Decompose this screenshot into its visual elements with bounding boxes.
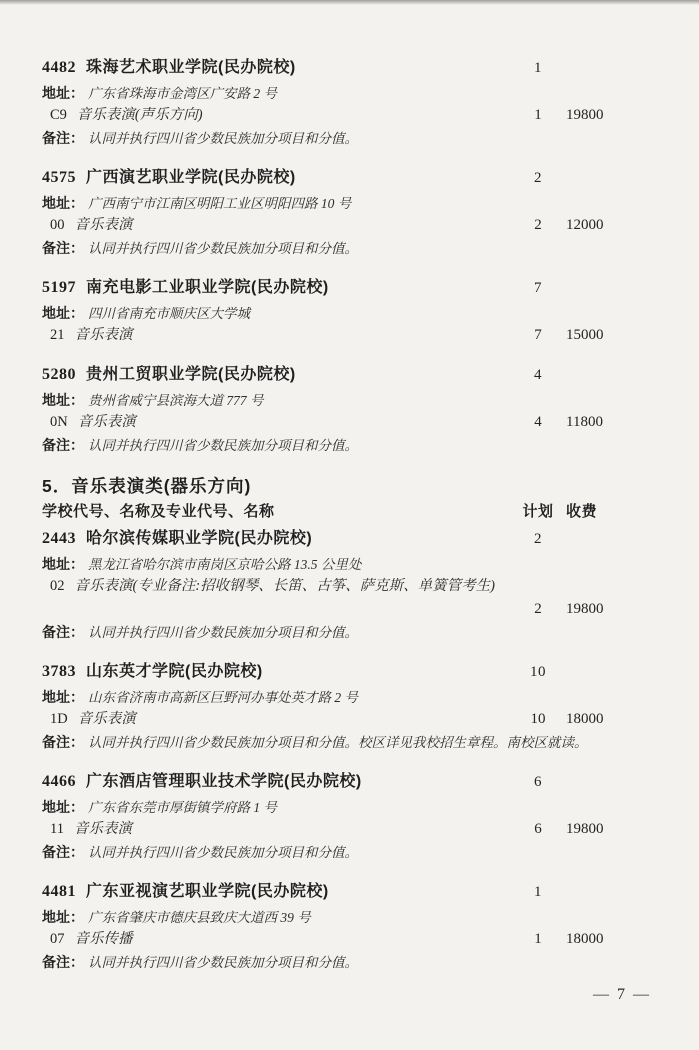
school-code: 5280	[42, 366, 76, 383]
major-code: 07	[50, 931, 65, 947]
major-plan: 6	[534, 821, 542, 837]
school-address: 山东省济南市高新区巨野河办事处英才路 2 号	[88, 690, 358, 705]
school-plan-total: 4	[534, 367, 542, 383]
section-header	[42, 475, 671, 521]
remark-label: 备注：	[42, 624, 84, 640]
school-plan-total: 7	[534, 280, 542, 296]
address-label: 地址：	[42, 195, 84, 211]
major-name: 音乐表演	[77, 414, 136, 430]
school-block	[42, 278, 671, 345]
major-fee: 15000	[566, 327, 604, 343]
major-plan: 1	[534, 107, 542, 123]
school-plan-total: 1	[534, 884, 542, 900]
column-header-plan: 计划	[522, 503, 554, 520]
address-label: 地址：	[42, 689, 84, 705]
major-fee: 19800	[566, 601, 604, 617]
major-name: 音乐表演	[74, 327, 133, 343]
major-fee: 19800	[566, 107, 604, 123]
major-fee: 18000	[566, 931, 604, 947]
major-plan: 7	[534, 327, 542, 343]
school-block	[42, 882, 671, 972]
major-fee: 11800	[566, 414, 603, 430]
school-name: 珠海艺术职业学院(民办院校)	[86, 59, 296, 76]
major-name: 音乐传播	[74, 931, 133, 947]
school-block	[42, 365, 671, 455]
address-label: 地址：	[42, 799, 84, 815]
school-name: 哈尔滨传媒职业学院(民办院校)	[86, 530, 313, 547]
school-code: 4466	[42, 773, 76, 790]
school-block	[42, 168, 671, 258]
section-title: 5．音乐表演类(器乐方向)	[42, 476, 252, 496]
school-address: 贵州省威宁县滨海大道 777 号	[88, 393, 264, 408]
school-address: 广东省肇庆市德庆县致庆大道西 39 号	[88, 910, 311, 925]
school-block	[42, 529, 671, 642]
page-number: — 7 —	[593, 986, 651, 1003]
address-label: 地址：	[42, 392, 84, 408]
school-code: 4575	[42, 169, 76, 186]
major-name: 音乐表演	[73, 821, 132, 837]
address-label: 地址：	[42, 909, 84, 925]
school-block	[42, 662, 671, 752]
major-fee: 18000	[566, 711, 604, 727]
major-plan: 2	[534, 601, 542, 617]
major-fee: 12000	[566, 217, 604, 233]
school-address: 广东省东莞市厚街镇学府路 1 号	[88, 800, 277, 815]
major-name: 音乐表演(专业备注:招收钢琴、长笛、古筝、萨克斯、单簧管考生)	[74, 578, 495, 594]
major-code: 11	[50, 821, 64, 837]
school-plan-total: 10	[530, 664, 546, 680]
school-name: 南充电影工业职业学院(民办院校)	[86, 279, 329, 296]
school-remark: 认同并执行四川省少数民族加分项目和分值。	[88, 845, 358, 860]
school-code: 4481	[42, 883, 76, 900]
school-block	[42, 58, 671, 148]
school-plan-total: 1	[534, 60, 542, 76]
remark-label: 备注：	[42, 734, 84, 750]
school-code: 3783	[42, 663, 76, 680]
school-name: 山东英才学院(民办院校)	[86, 663, 263, 680]
column-header-fee: 收费	[566, 503, 598, 520]
school-address: 四川省南充市顺庆区大学城	[88, 306, 250, 321]
school-plan-total: 2	[534, 531, 542, 547]
major-plan: 4	[534, 414, 542, 430]
major-name: 音乐表演	[77, 711, 136, 727]
school-code: 4482	[42, 59, 76, 76]
school-plan-total: 2	[534, 170, 542, 186]
major-fee: 19800	[566, 821, 604, 837]
major-code: 1D	[50, 711, 68, 727]
school-name: 贵州工贸职业学院(民办院校)	[86, 366, 296, 383]
school-code: 2443	[42, 530, 76, 547]
major-name: 音乐表演	[74, 217, 133, 233]
school-plan-total: 6	[534, 774, 542, 790]
school-address: 广东省珠海市金湾区广安路 2 号	[88, 86, 277, 101]
school-remark: 认同并执行四川省少数民族加分项目和分值。	[88, 241, 358, 256]
address-label: 地址：	[42, 305, 84, 321]
school-remark: 认同并执行四川省少数民族加分项目和分值。	[88, 955, 358, 970]
school-remark: 认同并执行四川省少数民族加分项目和分值。校区详见我校招生章程。南校区就读。	[88, 735, 588, 750]
school-code: 5197	[42, 279, 76, 296]
major-code: 21	[50, 327, 65, 343]
remark-label: 备注：	[42, 954, 84, 970]
major-code: 0N	[50, 414, 68, 430]
school-name: 广东亚视演艺职业学院(民办院校)	[86, 883, 329, 900]
major-plan: 2	[534, 217, 542, 233]
school-remark: 认同并执行四川省少数民族加分项目和分值。	[88, 625, 358, 640]
school-remark: 认同并执行四川省少数民族加分项目和分值。	[88, 438, 358, 453]
major-name: 音乐表演(声乐方向)	[76, 107, 203, 123]
remark-label: 备注：	[42, 240, 84, 256]
major-code: C9	[50, 107, 67, 123]
address-label: 地址：	[42, 85, 84, 101]
school-name: 广东酒店管理职业技术学院(民办院校)	[86, 773, 362, 790]
school-remark: 认同并执行四川省少数民族加分项目和分值。	[88, 131, 358, 146]
address-label: 地址：	[42, 556, 84, 572]
columns-header-left: 学校代号、名称及专业代号、名称	[42, 503, 275, 520]
school-name: 广西演艺职业学院(民办院校)	[86, 169, 296, 186]
major-plan: 10	[530, 711, 546, 727]
major-code: 00	[50, 217, 65, 233]
remark-label: 备注：	[42, 844, 84, 860]
remark-label: 备注：	[42, 130, 84, 146]
remark-label: 备注：	[42, 437, 84, 453]
school-address: 黑龙江省哈尔滨市南岗区京哈公路 13.5 公里处	[88, 557, 362, 572]
school-block	[42, 772, 671, 862]
school-address: 广西南宁市江南区明阳工业区明阳四路 10 号	[88, 196, 352, 211]
major-code: 02	[50, 578, 65, 594]
major-plan: 1	[534, 931, 542, 947]
